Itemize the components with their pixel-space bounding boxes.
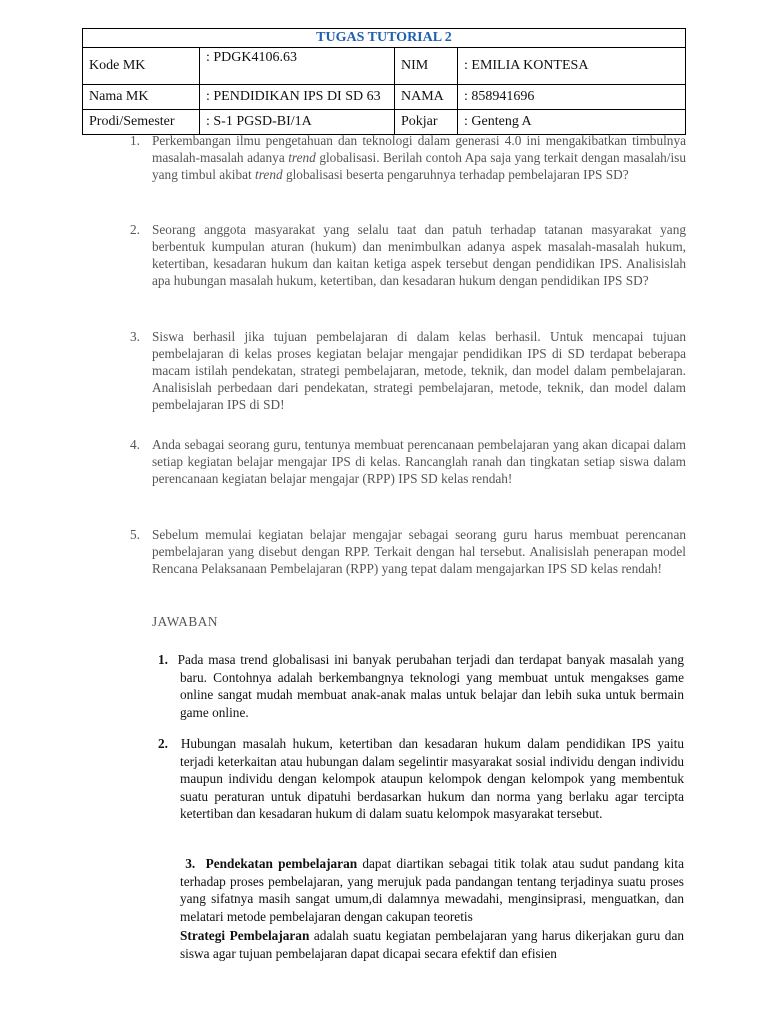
answer-text-2 [180,927,684,962]
pokjar-label: Pokjar [395,110,458,135]
prodi-value: : S-1 PGSD-BI/1A [200,110,395,135]
prodi-label: Prodi/Semester [83,110,200,135]
answer-number: 2 [158,736,165,751]
question-number: 5. [130,527,140,542]
answer-term: Pendekatan pembelajaran [205,856,358,871]
nama-label: NAMA [395,85,458,110]
question-text: Siswa berhasil jika tujuan pembelajaran di dalam kelas berhasil. Untuk mencapai tujuan pembelajaran di kelas proses kegiatan belajar mengajar pendidikan IPS di SD terdapat beberapa macam istilah pendekatan, strategi pembelajaran, metode, teknik, dan model dalam pembelajaran. Analisislah perbedaan dari pendekatan, strategi pembelajaran, metode, teknik, dan model dalam pembelajaran IPS di SD! [152,329,686,412]
question-text-part: globalisasi beserta pengaruhnya terhadap pembelajaran IPS SD? [282,167,629,182]
question-emphasis: trend [288,150,316,165]
header-table [82,28,686,135]
jawaban-heading: JAWABAN [152,614,218,629]
nama-mk-value: : PENDIDIKAN IPS DI SD 63 [200,85,395,110]
question-2 [130,221,686,289]
answer-body: Pada masa trend globalisasi ini banyak perubahan terjadi dan terdapat banyak masalah yang baru. Contohnya adalah berkembangnya teknologi yang membuat untuk mengakses game online sangat mudah membuat anak-anak malas untuk belajar dan lebih suka untuk bermain game online. [177,652,684,720]
question-number: 4. [130,437,140,452]
question-text-part: Perkembangan ilmu pengetahuan dan teknologi dalam generasi 4.0 ini mengakibatkan timbulnya masalah-masalah adanya [152,133,686,165]
question-text: Seorang anggota masyarakat yang selalu taat dan patuh terhadap tatanan masyarakat yang berbentuk kumpulan aturan (hukum) dan menimbulkan adanya aspek masalah-masalah hukum, ketertiban, kesadaran hukum dan kaitan ketiga aspek tersebut dengan pendidikan IPS. Analisislah apa hubungan masalah hukum, ketertiban, dan kesadaran hukum dengan pendidikan IPS SD? [152,222,686,288]
nim-label: NIM [395,48,458,85]
answer-2 [158,735,684,823]
pokjar-value: : Genteng A [458,110,686,135]
nim-value: : EMILIA KONTESA [458,48,686,85]
answer-text: 3. Pendekatan pembelajaran dapat diartikan sebagai titik tolak atau sudut pandang kita terhadap proses pembelajaran, yang merujuk pada pandangan tentang terjadinya suatu proses yang sifatnya masih sangat umum,di dalamnya mewadahi, menginsiprasi, menguatkan, dan melatari metode pembelajaran dengan cakupan teoretis [180,856,684,924]
question-text [152,132,686,183]
answer-number: 3 [185,856,192,871]
answer-3 [180,855,684,963]
answer-body-2: adalah suatu kegiatan pembelajaran yang harus dikerjakan guru dan siswa agar tujuan pembelajaran dapat dicapai secara efektif dan efisien [180,928,684,961]
answer-body: dapat diartikan sebagai titik tolak atau sudut pandang kita terhadap proses pembelajaran, yang merujuk pada pandangan tentang terjadinya suatu proses yang sifatnya masih sangat umum,di dalamnya mewadahi, menginsiprasi, menguatkan, dan melatari metode pembelajaran dengan cakupan teoretis [180,856,684,924]
document-title: TUGAS TUTORIAL 2 [83,29,686,48]
question-4 [130,436,686,487]
question-number: 3. [130,329,140,344]
question-number: 1. [130,133,140,148]
question-number: 2. [130,222,140,237]
kode-mk-label: Kode MK [83,48,200,85]
question-text: Sebelum memulai kegiatan belajar mengajar sebagai seorang guru harus membuat perencanan pembelajaran yang disebut dengan RPP. Terkait dengan hal tersebut. Analisislah penerapan model Rencana Pelaksanaan Pembelajaran (RPP) yang tepat dalam mengajarkan IPS SD kelas rendah! [152,527,686,576]
question-3 [130,328,686,413]
nama-value: : 858941696 [458,85,686,110]
answer-text: 2. Hubungan masalah hukum, ketertiban dan kesadaran hukum dalam pendidikan IPS yaitu terjadi keterkaitan atau hubungan dalam segelintir masyarakat sosial individu dengan individu maupun individu dengan kelompok ataupun kelompok dengan kelompok yang membentuk suatu peraturan untuk dipatuhi berdasarkan hukum dan norma yang berlaku agar tercipta ketertiban dan kesadaran hukum di dalam suatu kelompok masyarakat tersebut. [158,736,684,822]
question-emphasis: trend [255,167,283,182]
question-5 [130,526,686,577]
question-text-part: globalisasi. Berilah contoh Apa saja yang terkait dengan masalah/isu yang timbul akibat [152,150,686,182]
nama-mk-label: Nama MK [83,85,200,110]
answer-1 [158,651,684,721]
question-1 [130,132,686,183]
answer-body: Hubungan masalah hukum, ketertiban dan kesadaran hukum dalam pendidikan IPS yaitu terjadi keterkaitan atau hubungan dalam segelintir masyarakat sosial individu dengan individu maupun individu dengan kelompok ataupun kelompok dengan kelompok yang membentuk suatu peraturan untuk dipatuhi berdasarkan hukum dan norma yang berlaku agar tercipta ketertiban dan kesadaran hukum di dalam suatu kelompok masyarakat tersebut. [180,736,684,822]
answer-text: 1. Pada masa trend globalisasi ini banyak perubahan terjadi dan terdapat banyak masalah yang baru. Contohnya adalah berkembangnya teknologi yang membuat untuk mengakses game online sangat mudah membuat anak-anak malas untuk belajar dan lebih suka untuk bermain game online. [158,652,684,720]
kode-mk-value: : PDGK4106.63 [200,48,395,85]
answer-term-2: Strategi Pembelajaran [180,928,310,944]
answer-number: 1 [158,652,165,667]
question-text: Anda sebagai seorang guru, tentunya membuat perencanaan pembelajaran yang akan dicapai dalam setiap kegiatan belajar mengajar IPS di kelas. Rancanglah ranah dan tingkatan setiap siswa dalam perencanaan kegiatan belajar mengajar (RPP) IPS SD kelas rendah! [152,437,686,486]
